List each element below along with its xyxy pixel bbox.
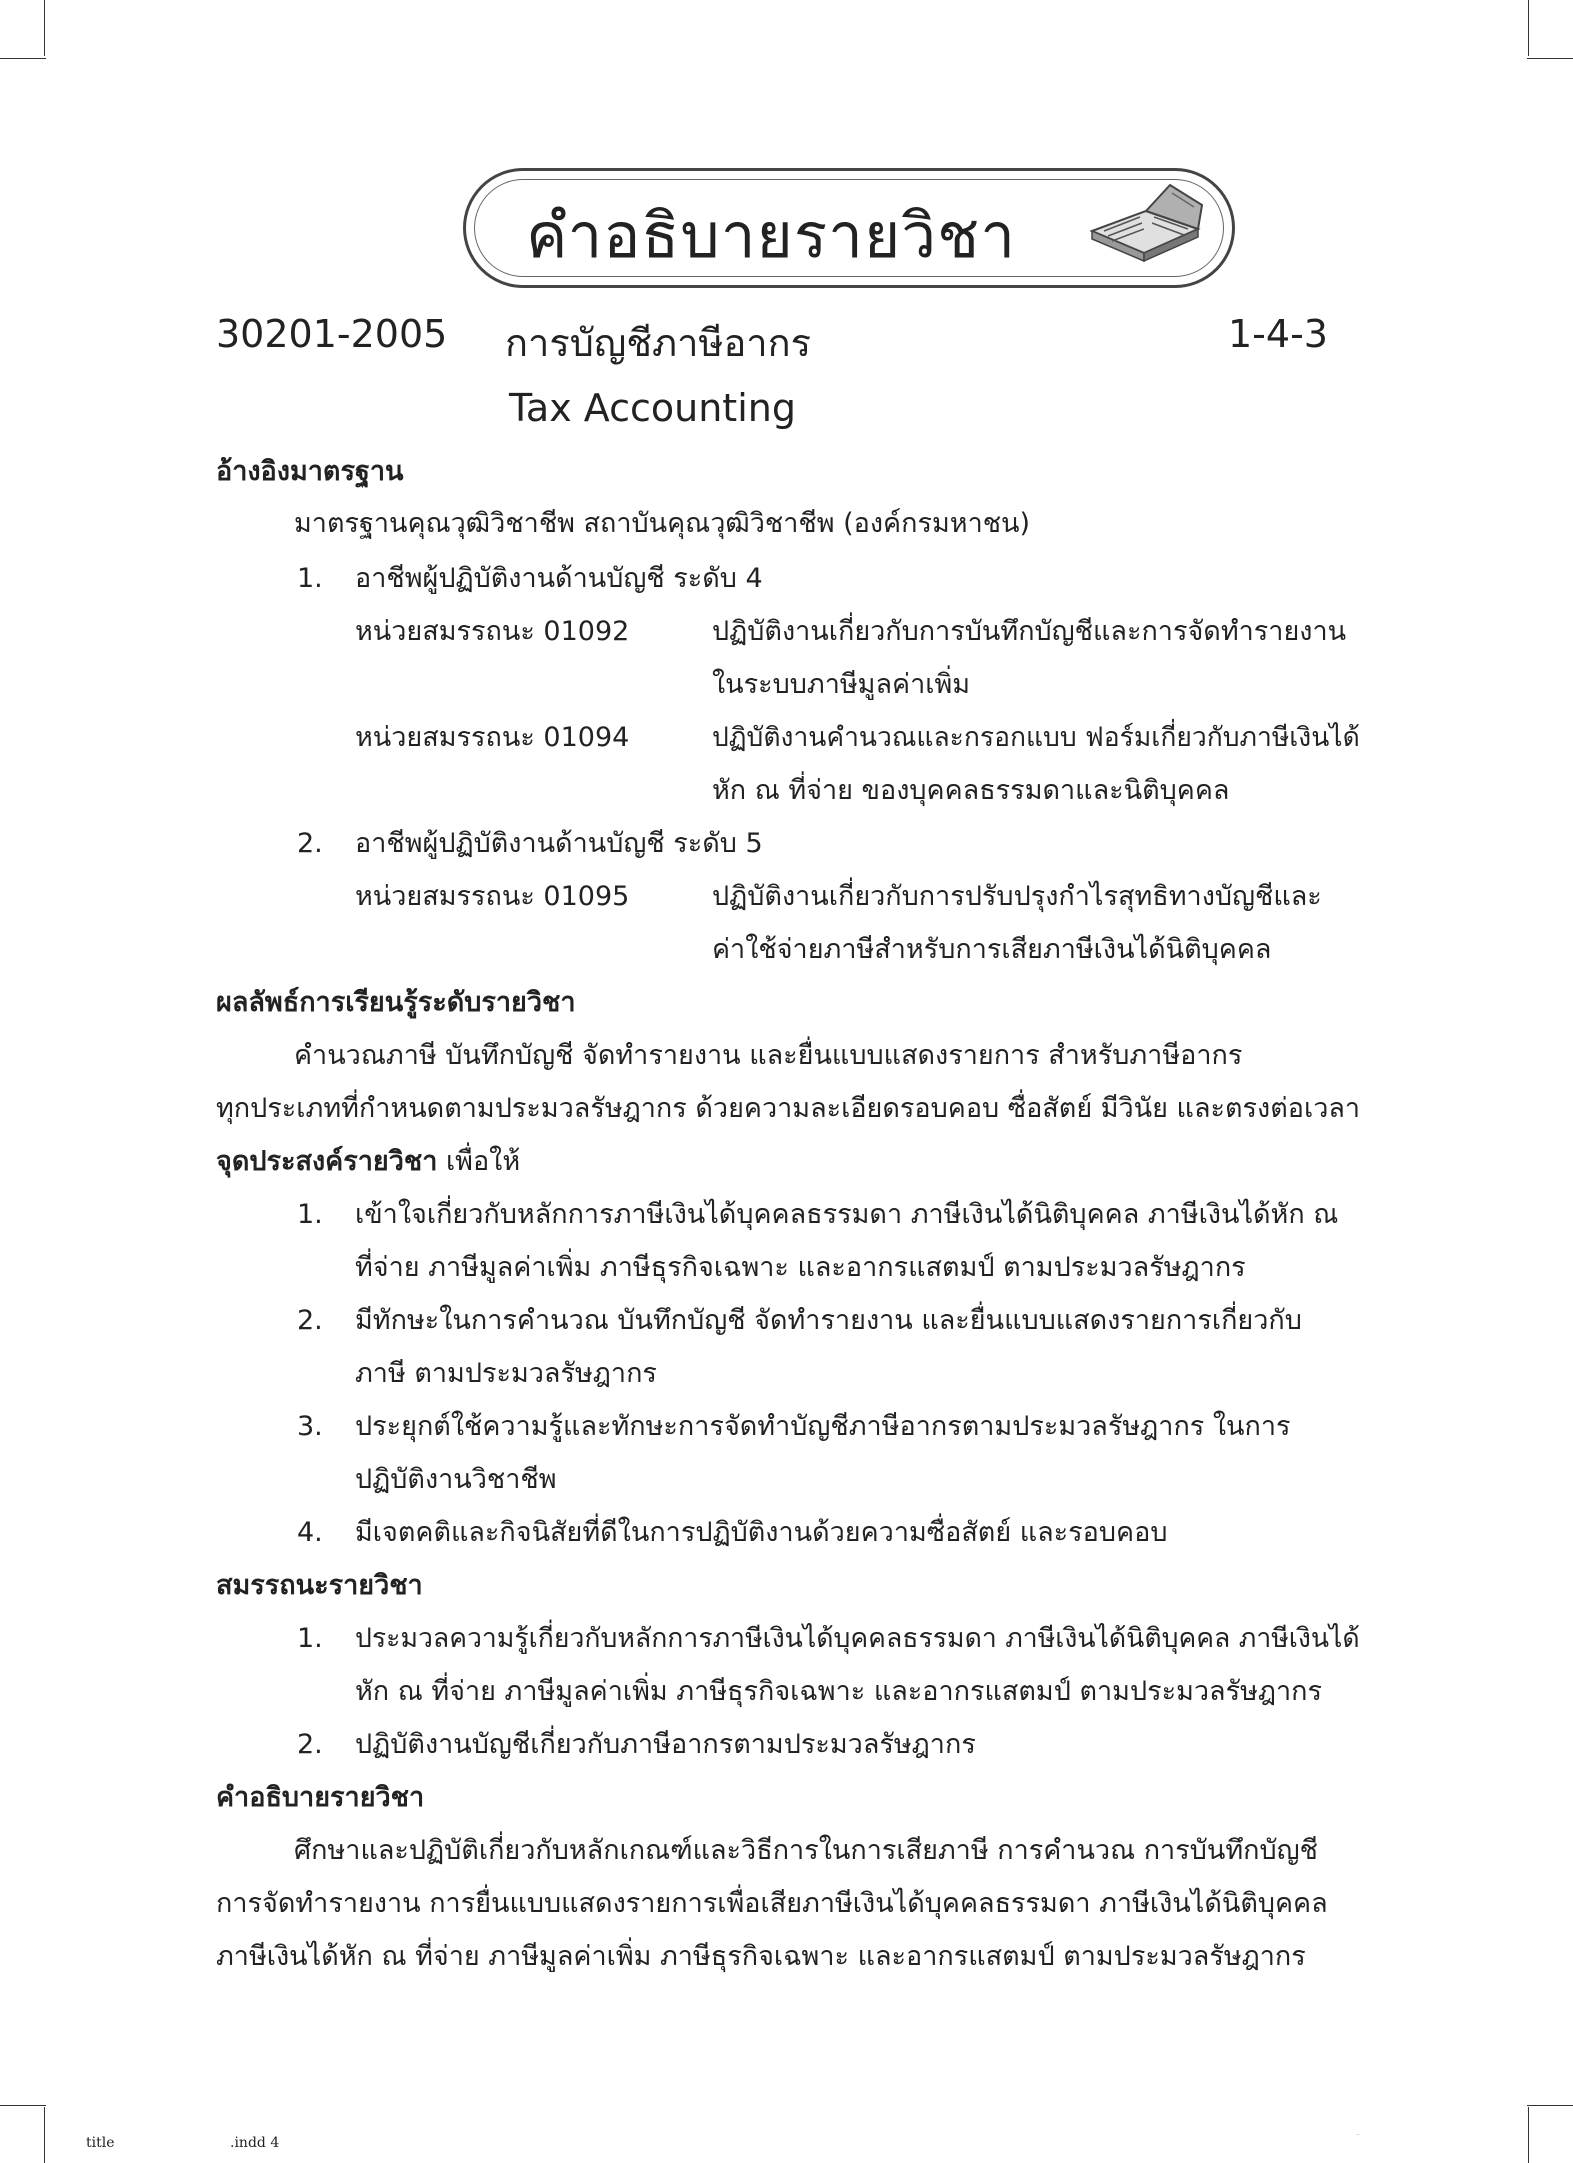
competency-1-line1: ประมวลความรู้เกี่ยวกับหลักการภาษีเงินได้บุคคลธรรมดา ภาษีเงินได้นิติบุคคล ภาษีเงินได้ xyxy=(355,1623,1360,1654)
unit-01095-code: หน่วยสมรรถนะ 01095 xyxy=(355,881,630,912)
description-line2: การจัดทำรายงาน การยื่นแบบแสดงรายการเพื่อเสียภาษีเงินได้บุคคลธรรมดา ภาษีเงินได้นิติบุคคล xyxy=(216,1888,1328,1919)
crop-mark-top-right xyxy=(1528,0,1529,56)
objective-2-line2: ภาษี ตามประมวลรัษฎากร xyxy=(355,1358,657,1389)
unit-01092-desc-line2: ในระบบภาษีมูลค่าเพิ่ม xyxy=(712,669,971,700)
unit-01094-code: หน่วยสมรรถนะ 01094 xyxy=(355,722,630,753)
description-heading: คำอธิบายรายวิชา xyxy=(216,1782,425,1813)
title-banner xyxy=(463,168,1235,288)
standards-heading: อ้างอิงมาตรฐาน xyxy=(216,456,404,487)
objectives-heading-row xyxy=(216,1146,520,1178)
objective-4-line1: มีเจตคติและกิจนิสัยที่ดีในการปฏิบัติงานด้วยความซื่อสัตย์ และรอบคอบ xyxy=(355,1517,1168,1548)
objectives-heading: จุดประสงค์รายวิชา xyxy=(216,1146,438,1177)
objective-1-line2: ที่จ่าย ภาษีมูลค่าเพิ่ม ภาษีธุรกิจเฉพาะ และอากรแสตมป์ ตามประมวลรัษฎากร xyxy=(355,1252,1246,1283)
unit-01094-desc-line2: หัก ณ ที่จ่าย ของบุคคลธรรมดาและนิติบุคคล xyxy=(712,775,1230,806)
level-1-number: 1. xyxy=(297,563,323,594)
description-line1: ศึกษาและปฏิบัติเกี่ยวกับหลักเกณฑ์และวิธีการในการเสียภาษี การคำนวณ การบันทึกบัญชี xyxy=(294,1835,1318,1866)
competency-2-number: 2. xyxy=(297,1729,323,1760)
objective-1-line1: เข้าใจเกี่ยวกับหลักการภาษีเงินได้บุคคลธรรมดา ภาษีเงินได้นิติบุคคล ภาษีเงินได้หัก ณ xyxy=(355,1199,1339,1230)
unit-01092-code: หน่วยสมรรถนะ 01092 xyxy=(355,616,630,647)
outcomes-heading: ผลลัพธ์การเรียนรู้ระดับรายวิชา xyxy=(216,987,576,1018)
course-code: 30201-2005 xyxy=(216,312,448,356)
crop-mark-bottom-right-h xyxy=(1527,2105,1573,2106)
objective-3-line1: ประยุกต์ใช้ความรู้และทักษะการจัดทำบัญชีภาษีอากรตามประมวลรัษฎากร ในการ xyxy=(355,1411,1291,1442)
level-2-label: อาชีพผู้ปฏิบัติงานด้านบัญชี ระดับ 5 xyxy=(355,828,763,859)
objectives-heading-suffix: เพื่อให้ xyxy=(437,1146,521,1177)
footer-slug-stamp xyxy=(1356,2135,1360,2136)
footer-slug-file: .indd 4 xyxy=(230,2135,280,2151)
footer-slug-left: title xyxy=(86,2135,115,2151)
competency-1-number: 1. xyxy=(297,1623,323,1654)
description-line3: ภาษีเงินได้หัก ณ ที่จ่าย ภาษีมูลค่าเพิ่ม ภาษีธุรกิจเฉพาะ และอากรแสตมป์ ตามประมวลรัษฎากร xyxy=(216,1941,1306,1972)
course-name-thai: การบัญชีภาษีอากร xyxy=(505,321,812,365)
objective-4-number: 4. xyxy=(297,1517,323,1548)
course-credits: 1-4-3 xyxy=(1228,312,1328,356)
outcomes-line1: คำนวณภาษี บันทึกบัญชี จัดทำรายงาน และยื่นแบบแสดงรายการ สำหรับภาษีอากร xyxy=(294,1040,1243,1071)
unit-01092-desc-line1: ปฏิบัติงานเกี่ยวกับการบันทึกบัญชีและการจัดทำรายงาน xyxy=(712,616,1347,647)
crop-mark-bottom-left xyxy=(44,2107,45,2163)
outcomes-line2: ทุกประเภทที่กำหนดตามประมวลรัษฎากร ด้วยความละเอียดรอบคอบ ซื่อสัตย์ มีวินัย และตรงต่อเวลา xyxy=(216,1093,1361,1124)
objective-2-number: 2. xyxy=(297,1305,323,1336)
competency-2-line1: ปฏิบัติงานบัญชีเกี่ยวกับภาษีอากรตามประมวลรัษฎากร xyxy=(355,1729,976,1760)
level-2-number: 2. xyxy=(297,828,323,859)
objective-2-line1: มีทักษะในการคำนวณ บันทึกบัญชี จัดทำรายงาน และยื่นแบบแสดงรายการเกี่ยวกับ xyxy=(355,1305,1302,1336)
page-title: คำอธิบายรายวิชา xyxy=(526,199,1017,272)
course-name-english: Tax Accounting xyxy=(509,386,796,430)
crop-mark-top-left-h xyxy=(0,58,46,59)
unit-01094-desc-line1: ปฏิบัติงานคำนวณและกรอกแบบ ฟอร์มเกี่ยวกับภาษีเงินได้ xyxy=(712,722,1360,753)
objective-3-number: 3. xyxy=(297,1411,323,1442)
standards-intro: มาตรฐานคุณวุฒิวิชาชีพ สถาบันคุณวุฒิวิชาชีพ (องค์กรมหาชน) xyxy=(294,508,1031,539)
competency-1-line2: หัก ณ ที่จ่าย ภาษีมูลค่าเพิ่ม ภาษีธุรกิจเฉพาะ และอากรแสตมป์ ตามประมวลรัษฎากร xyxy=(355,1676,1323,1707)
unit-01095-desc-line2: ค่าใช้จ่ายภาษีสำหรับการเสียภาษีเงินได้นิติบุคคล xyxy=(712,934,1272,965)
objective-3-line2: ปฏิบัติงานวิชาชีพ xyxy=(355,1464,557,1495)
level-1-label: อาชีพผู้ปฏิบัติงานด้านบัญชี ระดับ 4 xyxy=(355,563,763,594)
book-icon xyxy=(1084,181,1204,273)
crop-mark-top-right-h xyxy=(1527,58,1573,59)
crop-mark-bottom-right xyxy=(1528,2107,1529,2163)
crop-mark-top-left xyxy=(44,0,45,56)
competencies-heading: สมรรถนะรายวิชา xyxy=(216,1570,423,1601)
unit-01095-desc-line1: ปฏิบัติงานเกี่ยวกับการปรับปรุงกำไรสุทธิทางบัญชีและ xyxy=(712,881,1322,912)
crop-mark-bottom-left-h xyxy=(0,2105,46,2106)
objective-1-number: 1. xyxy=(297,1199,323,1230)
